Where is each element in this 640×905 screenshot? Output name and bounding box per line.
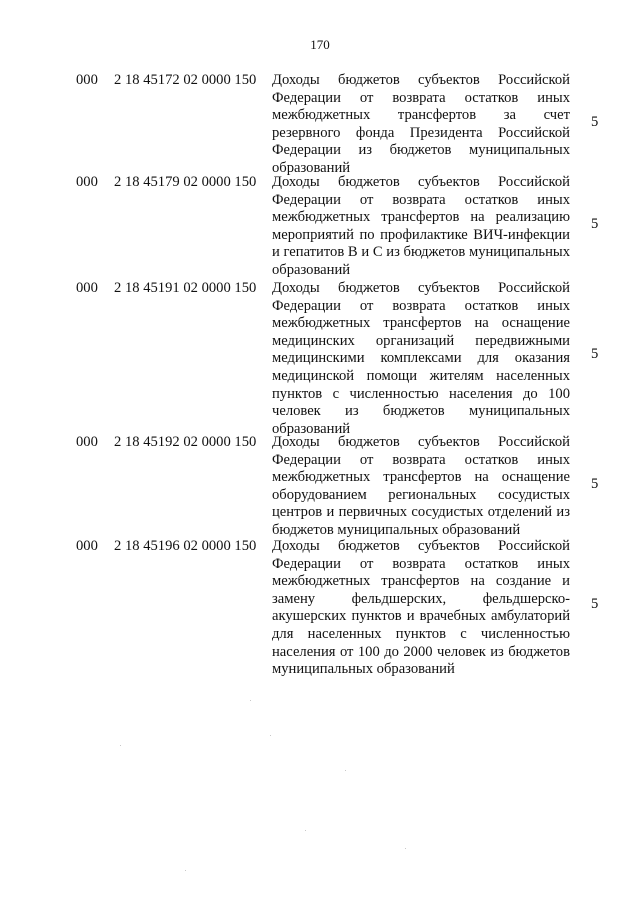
row-value: 5 bbox=[591, 216, 599, 232]
income-description: Доходы бюджетов субъектов Российской Федерации от возврата остатков иных межбюджетных трансфертов на оснащение оборудованием региональных сосудистых центров и первичных сосудистых отделений из бюджетов муниципальных образований bbox=[272, 434, 570, 538]
scan-speck bbox=[345, 770, 346, 771]
admin-code: 000 bbox=[76, 434, 98, 450]
budget-classification-code: 2 18 45191 02 0000 150 bbox=[114, 280, 257, 296]
income-description: Доходы бюджетов субъектов Российской Федерации от возврата остатков иных межбюджетных трансфертов на реализацию мероприятий по профилактике ВИЧ-инфекции и гепатитов В и С из бюджетов муниципальных образований bbox=[272, 174, 570, 278]
budget-classification-code: 2 18 45172 02 0000 150 bbox=[114, 72, 257, 88]
scan-speck bbox=[120, 745, 121, 746]
income-description: Доходы бюджетов субъектов Российской Федерации от возврата остатков иных межбюджетных трансфертов на создание и замену фельдшерских, фельдшерско-акушерских пунктов и врачебных амбулаторий для населенных пунктов с численностью населения от 100 до 2000 человек из бюджетов муниципальных образований bbox=[272, 538, 570, 678]
scan-speck bbox=[185, 870, 186, 871]
budget-classification-code: 2 18 45192 02 0000 150 bbox=[114, 434, 257, 450]
row-value: 5 bbox=[591, 114, 599, 130]
scan-speck bbox=[305, 830, 306, 831]
income-description: Доходы бюджетов субъектов Российской Федерации от возврата остатков иных межбюджетных трансфертов за счет резервного фонда Президента Российской Федерации из бюджетов муниципальных образований bbox=[272, 72, 570, 176]
admin-code: 000 bbox=[76, 72, 98, 88]
budget-classification-code: 2 18 45179 02 0000 150 bbox=[114, 174, 257, 190]
row-value: 5 bbox=[591, 596, 599, 612]
income-description: Доходы бюджетов субъектов Российской Федерации от возврата остатков иных межбюджетных трансфертов на оснащение медицинских организаций передвижными медицинскими комплексами для оказания медицинской помощи жителям населенных пунктов с численностью населения до 100 человек из бюджетов муниципальных образований bbox=[272, 280, 570, 437]
row-value: 5 bbox=[591, 346, 599, 362]
page-number: 170 bbox=[310, 37, 330, 52]
scan-speck bbox=[270, 735, 271, 736]
scan-speck bbox=[405, 848, 406, 849]
admin-code: 000 bbox=[76, 538, 98, 554]
admin-code: 000 bbox=[76, 280, 98, 296]
budget-classification-code: 2 18 45196 02 0000 150 bbox=[114, 538, 257, 554]
scan-speck bbox=[250, 700, 251, 701]
row-value: 5 bbox=[591, 476, 599, 492]
admin-code: 000 bbox=[76, 174, 98, 190]
